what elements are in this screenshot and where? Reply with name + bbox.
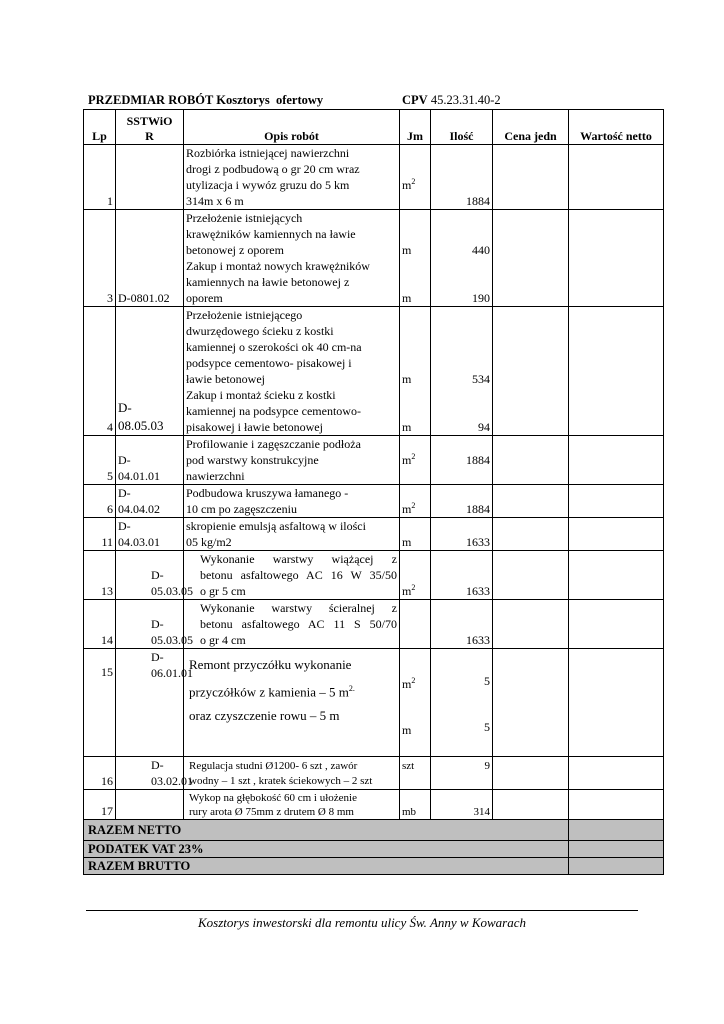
row-ilosc: 440 190 (431, 210, 493, 307)
row-ilosc: 1884 (431, 436, 493, 485)
row-cena[interactable] (493, 307, 569, 436)
row-sstwior (116, 145, 184, 210)
footer-divider (86, 910, 638, 911)
row-opis: Przełożenie istniejących krawężników kamiennych na ławie betonowej z oporem Zakup i montaż nowych krawężników kamiennych na ławie betonowej z oporem (184, 210, 400, 307)
row-lp: 6 (84, 485, 116, 518)
row-ilosc: 1884 (431, 485, 493, 518)
total-brutto-value[interactable] (569, 858, 664, 875)
row-wartosc[interactable] (569, 145, 664, 210)
row-ilosc: 1633 (431, 518, 493, 551)
total-netto-row (84, 820, 664, 841)
document-title: PRZEDMIAR ROBÓT Kosztorys ofertowy (88, 93, 324, 107)
row-lp: 15 (84, 649, 116, 757)
row-lp: 4 (84, 307, 116, 436)
table-row (84, 551, 664, 600)
row-sstwior: D- 05.03.05 (116, 600, 184, 649)
row-cena[interactable] (493, 145, 569, 210)
total-vat-row (84, 841, 664, 858)
row-ilosc: 314 (431, 790, 493, 820)
row-opis: Przełożenie istniejącego dwurzędowego ścieku z kostki kamiennej o szerokości ok 40 cm-na podsypce cementowo- pisakowej i ławie betonowej Zakup i montaż ścieku z kostki kamiennej na podsypce cementowo- pisakowej i ławie betonowej (184, 307, 400, 436)
row-ilosc: 1633 (431, 600, 493, 649)
row-opis: Rozbiórka istniejącej nawierzchni drogi z podbudową o gr 20 cm wraz utylizacja i wywóz gruzu do 5 km 314m x 6 m (184, 145, 400, 210)
row-jm: $m^2$ (400, 485, 431, 518)
row-cena[interactable] (493, 485, 569, 518)
col-lp: Lp (84, 110, 116, 145)
total-vat-value[interactable] (569, 841, 664, 858)
row-cena[interactable] (493, 210, 569, 307)
row-opis: Podbudowa kruszywa łamanego - 10 cm po zagęszczeniu (184, 485, 400, 518)
table-row (84, 600, 664, 649)
row-cena[interactable] (493, 436, 569, 485)
table-row (84, 485, 664, 518)
table-row (84, 307, 664, 436)
table-row (84, 790, 664, 820)
row-lp: 14 (84, 600, 116, 649)
row-lp: 1 (84, 145, 116, 210)
row-jm (400, 600, 431, 649)
total-vat-label: PODATEK VAT 23% (84, 841, 569, 858)
row-wartosc[interactable] (569, 485, 664, 518)
row-sstwior: D-0801.02 (116, 210, 184, 307)
total-brutto-row (84, 858, 664, 875)
col-opis: Opis robót (184, 110, 400, 145)
total-brutto-label: RAZEM BRUTTO (84, 858, 569, 875)
col-wartosc: Wartość netto (569, 110, 664, 145)
table-header-row (84, 110, 664, 145)
table-row (84, 649, 664, 757)
row-jm: szt (400, 757, 431, 790)
row-jm: m m (400, 210, 431, 307)
row-jm: $m^2$ (400, 145, 431, 210)
row-opis: Wykonanie warstwy wiążącej z betonu asfaltowego AC 16 W 35/50 o gr 5 cm (184, 551, 400, 600)
row-cena[interactable] (493, 649, 569, 757)
row-sstwior: D- 06.01.01 (116, 649, 184, 757)
row-opis: skropienie emulsją asfaltową w ilości 05 kg/m2 (184, 518, 400, 551)
row-ilosc: 1884 (431, 145, 493, 210)
table-row (84, 518, 664, 551)
row-sstwior: D- 04.04.02 (116, 485, 184, 518)
row-sstwior: D- 03.02.01 (116, 757, 184, 790)
row-ilosc: 534 94 (431, 307, 493, 436)
row-lp: 11 (84, 518, 116, 551)
row-jm: m m (400, 307, 431, 436)
row-wartosc[interactable] (569, 518, 664, 551)
row-ilosc: 5 5 (431, 649, 493, 757)
table-row (84, 436, 664, 485)
cpv-code: CPV 45.23.31.40-2 (402, 93, 501, 107)
table-row (84, 145, 664, 210)
col-ilosc: Ilość (431, 110, 493, 145)
row-lp: 13 (84, 551, 116, 600)
row-sstwior: D- 04.03.01 (116, 518, 184, 551)
row-lp: 16 (84, 757, 116, 790)
row-sstwior: D- 04.01.01 (116, 436, 184, 485)
row-opis: Profilowanie i zagęszczanie podłoża pod warstwy konstrukcyjne nawierzchni (184, 436, 400, 485)
row-opis: Wykop na głębokość 60 cm i ułożenie rury arota Ø 75mm z drutem Ø 8 mm (184, 790, 400, 820)
page-footer: Kosztorys inwestorski dla remontu ulicy Św. Anny w Kowarach (197, 915, 526, 930)
row-lp: 17 (84, 790, 116, 820)
row-cena[interactable] (493, 757, 569, 790)
row-wartosc[interactable] (569, 757, 664, 790)
row-wartosc[interactable] (569, 600, 664, 649)
row-jm: $m^2$ (400, 551, 431, 600)
row-wartosc[interactable] (569, 436, 664, 485)
row-jm: $m^2$ (400, 436, 431, 485)
row-lp: 3 (84, 210, 116, 307)
total-netto-label: RAZEM NETTO (84, 820, 569, 841)
row-jm: $m^2$ m (400, 649, 431, 757)
row-wartosc[interactable] (569, 210, 664, 307)
row-lp: 5 (84, 436, 116, 485)
row-jm: mb (400, 790, 431, 820)
row-opis: Wykonanie warstwy ścieralnej z betonu asfaltowego AC 11 S 50/70 o gr 4 cm (184, 600, 400, 649)
row-cena[interactable] (493, 600, 569, 649)
row-jm: m (400, 518, 431, 551)
estimate-table (83, 109, 664, 875)
row-ilosc: 9 (431, 757, 493, 790)
row-opis: Regulacja studni Ø1200- 6 szt , zawór wodny – 1 szt , kratek ściekowych – 2 szt (184, 757, 400, 790)
table-row (84, 757, 664, 790)
col-sstwior: SSTWiO R (116, 110, 184, 145)
col-cena: Cena jedn (493, 110, 569, 145)
row-cena[interactable] (493, 551, 569, 600)
table-row (84, 210, 664, 307)
col-jm: Jm (400, 110, 431, 145)
row-cena[interactable] (493, 790, 569, 820)
row-sstwior: D- 08.05.03 (116, 307, 184, 436)
row-opis: Remont przyczółku wykonanie przyczółków z kamienia – 5 $m^{2.}$ oraz czyszczenie rowu – 5 m (184, 649, 400, 757)
row-wartosc[interactable] (569, 551, 664, 600)
total-netto-value[interactable] (569, 820, 664, 841)
row-ilosc: 1633 (431, 551, 493, 600)
row-wartosc[interactable] (569, 649, 664, 757)
row-sstwior: D- 05.03.05 (116, 551, 184, 600)
row-wartosc[interactable] (569, 307, 664, 436)
row-sstwior (116, 790, 184, 820)
row-cena[interactable] (493, 518, 569, 551)
row-wartosc[interactable] (569, 790, 664, 820)
